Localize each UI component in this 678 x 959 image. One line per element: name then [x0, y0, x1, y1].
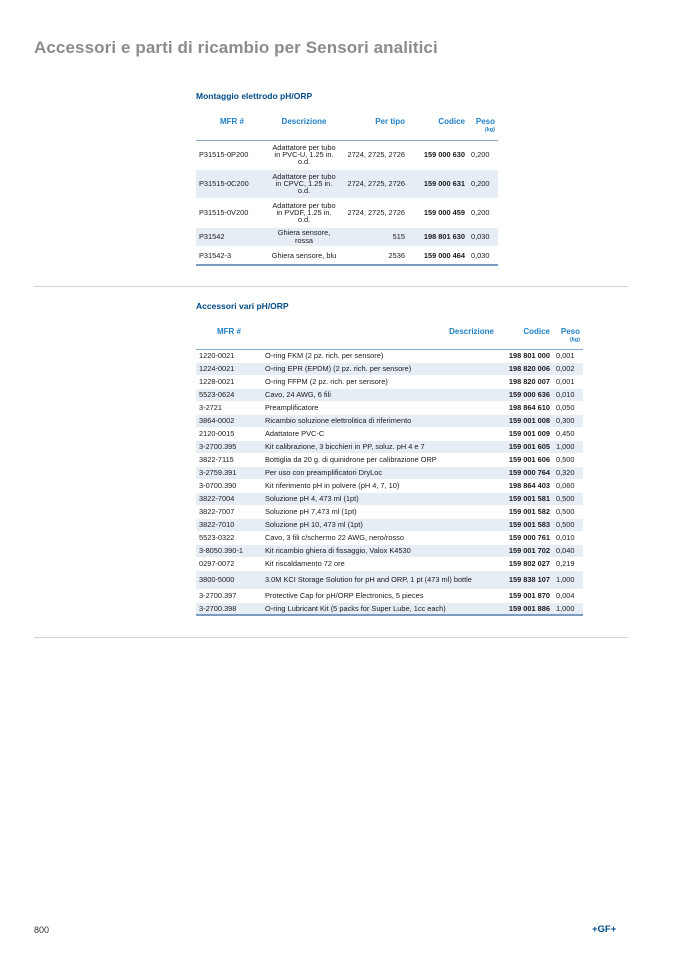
- table-row: [196, 544, 583, 557]
- table-row: [196, 375, 583, 388]
- section-title-montaggio: Montaggio elettrodo pH/ORP: [196, 91, 313, 101]
- cell-mfr: 5523-0624: [196, 388, 262, 401]
- table-row: [196, 531, 583, 544]
- table-row: [196, 453, 583, 466]
- table-row: [196, 227, 498, 246]
- cell-code: 159 001 582: [497, 505, 553, 518]
- cell-weight: 0,040: [553, 544, 583, 557]
- cell-weight: 0,001: [553, 375, 583, 388]
- table-row: [196, 362, 583, 375]
- col-header-code: Codice: [408, 117, 468, 140]
- cell-code: 159 000 459: [408, 198, 468, 227]
- cell-mfr: P31542: [196, 227, 268, 246]
- table-row: [196, 140, 498, 169]
- cell-weight: 0,001: [553, 349, 583, 362]
- cell-weight: 0,200: [468, 169, 498, 198]
- cell-desc: O-ring Lubricant Kit (5 packs for Super Lube, 1cc each): [262, 602, 497, 615]
- cell-desc: Adattatore per tubo in PVDF, 1.25 in. o.d.: [268, 198, 340, 227]
- cell-code: 159 001 583: [497, 518, 553, 531]
- cell-desc: Preamplificatore: [262, 401, 497, 414]
- table-row: [196, 557, 583, 570]
- cell-code: 159 001 605: [497, 440, 553, 453]
- cell-desc: Ghiera sensore, blu: [268, 246, 340, 265]
- cell-code: 159 001 008: [497, 414, 553, 427]
- table-row: [196, 401, 583, 414]
- cell-code: 159 000 631: [408, 169, 468, 198]
- cell-desc: O-ring EPR (EPDM) (2 pz. rich. per sensore): [262, 362, 497, 375]
- table-row: [196, 466, 583, 479]
- cell-desc: Ricambio soluzione elettrolitica di riferimento: [262, 414, 497, 427]
- cell-mfr: 3864-0002: [196, 414, 262, 427]
- table-row: [196, 570, 583, 589]
- cell-weight: 0,030: [468, 246, 498, 265]
- cell-desc: 3.0M KCI Storage Solution for pH and ORP, 1 pt (473 ml) bottle: [262, 570, 497, 589]
- cell-weight: 0,010: [553, 388, 583, 401]
- cell-code: 198 864 403: [497, 479, 553, 492]
- cell-weight: 0,219: [553, 557, 583, 570]
- cell-mfr: 3-2721: [196, 401, 262, 414]
- cell-desc: Bottiglia da 20 g. di quinidrone per calibrazione ORP: [262, 453, 497, 466]
- cell-code: 198 801 000: [497, 349, 553, 362]
- cell-mfr: 3-2700.398: [196, 602, 262, 615]
- cell-desc: Protective Cap for pH/ORP Electronics, 5 pieces: [262, 589, 497, 602]
- col-header-weight: Peso (kg): [553, 327, 583, 349]
- cell-weight: 0,200: [468, 198, 498, 227]
- cell-code: 159 000 764: [497, 466, 553, 479]
- table-row: [196, 198, 498, 227]
- cell-desc: Per uso con preamplificatori DryLoc: [262, 466, 497, 479]
- col-header-desc: Descrizione: [262, 327, 497, 349]
- cell-code: 159 000 761: [497, 531, 553, 544]
- cell-mfr: P31515-0V200: [196, 198, 268, 227]
- cell-mfr: 3-2700.395: [196, 440, 262, 453]
- table-header-row: [196, 327, 583, 349]
- cell-weight: 0,060: [553, 479, 583, 492]
- accessori-table: [196, 327, 583, 616]
- cell-mfr: 1220-0021: [196, 349, 262, 362]
- cell-desc: Ghiera sensore, rossa: [268, 227, 340, 246]
- cell-mfr: 3822-7004: [196, 492, 262, 505]
- cell-code: 159 001 870: [497, 589, 553, 602]
- cell-weight: 1,000: [553, 602, 583, 615]
- cell-mfr: P31542-3: [196, 246, 268, 265]
- cell-code: 198 801 630: [408, 227, 468, 246]
- cell-mfr: 3822-7010: [196, 518, 262, 531]
- table-row: [196, 602, 583, 615]
- cell-tipo: 2724, 2725, 2726: [340, 140, 408, 169]
- cell-mfr: 2120-0015: [196, 427, 262, 440]
- table-row: [196, 427, 583, 440]
- cell-code: 159 000 630: [408, 140, 468, 169]
- divider: [34, 637, 628, 638]
- cell-code: 159 001 886: [497, 602, 553, 615]
- section-title-accessori: Accessori vari pH/ORP: [196, 301, 289, 311]
- cell-weight: 1,000: [553, 570, 583, 589]
- cell-code: 159 001 581: [497, 492, 553, 505]
- page-number: 800: [34, 925, 50, 935]
- cell-weight: 1,000: [553, 440, 583, 453]
- table-row: [196, 246, 498, 265]
- cell-mfr: 1224-0021: [196, 362, 262, 375]
- cell-mfr: 3-2700.397: [196, 589, 262, 602]
- cell-desc: Adattatore per tubo in CPVC, 1.25 in. o.d.: [268, 169, 340, 198]
- cell-tipo: 2724, 2725, 2726: [340, 198, 408, 227]
- cell-code: 159 001 702: [497, 544, 553, 557]
- cell-desc: Soluzione pH 10, 473 ml (1pt): [262, 518, 497, 531]
- cell-tipo: 2536: [340, 246, 408, 265]
- cell-mfr: P31515-0P200: [196, 140, 268, 169]
- cell-weight: 0,500: [553, 518, 583, 531]
- cell-mfr: 3-0700.390: [196, 479, 262, 492]
- cell-code: 159 000 636: [497, 388, 553, 401]
- cell-mfr: 3-8050.390-1: [196, 544, 262, 557]
- cell-weight: 0,320: [553, 466, 583, 479]
- table-header-row: [196, 117, 498, 140]
- cell-code: 198 820 006: [497, 362, 553, 375]
- cell-code: 159 001 009: [497, 427, 553, 440]
- gf-logo: +GF+: [592, 924, 617, 935]
- cell-weight: 0,010: [553, 531, 583, 544]
- table-row: [196, 589, 583, 602]
- cell-desc: Kit riferimento pH in polvere (pH 4, 7, 10): [262, 479, 497, 492]
- cell-weight: 0,050: [553, 401, 583, 414]
- cell-mfr: 3-2759.391: [196, 466, 262, 479]
- cell-desc: Kit ricambio ghiera di fissaggio, Valox K4530: [262, 544, 497, 557]
- cell-desc: Kit riscaldamento 72 ore: [262, 557, 497, 570]
- cell-mfr: 5523-0322: [196, 531, 262, 544]
- cell-code: 159 802 027: [497, 557, 553, 570]
- cell-weight: 0,500: [553, 492, 583, 505]
- cell-desc: O-ring FKM (2 pz. rich. per sensore): [262, 349, 497, 362]
- table-row: [196, 440, 583, 453]
- cell-tipo: 2724, 2725, 2726: [340, 169, 408, 198]
- cell-tipo: 515: [340, 227, 408, 246]
- col-header-code: Codice: [497, 327, 553, 349]
- cell-weight: 0,500: [553, 453, 583, 466]
- cell-weight: 0,450: [553, 427, 583, 440]
- cell-weight: 0,002: [553, 362, 583, 375]
- cell-desc: Adattatore PVC-C: [262, 427, 497, 440]
- divider: [34, 286, 628, 287]
- cell-code: 159 000 464: [408, 246, 468, 265]
- cell-weight: 0,500: [553, 505, 583, 518]
- cell-mfr: P31515-0C200: [196, 169, 268, 198]
- cell-desc: Cavo, 3 fili c/schermo 22 AWG, nero/rosso: [262, 531, 497, 544]
- cell-weight: 0,200: [468, 140, 498, 169]
- cell-mfr: 1228-0021: [196, 375, 262, 388]
- table-row: [196, 414, 583, 427]
- cell-weight: 0,030: [468, 227, 498, 246]
- table-row: [196, 479, 583, 492]
- cell-code: 159 838 107: [497, 570, 553, 589]
- col-header-tipo: Per tipo: [340, 117, 408, 140]
- cell-mfr: 0297-0072: [196, 557, 262, 570]
- cell-desc: Adattatore per tubo in PVC-U, 1.25 in. o.d.: [268, 140, 340, 169]
- cell-desc: Soluzione pH 7,473 ml (1pt): [262, 505, 497, 518]
- cell-code: 198 864 610: [497, 401, 553, 414]
- cell-weight: 0,300: [553, 414, 583, 427]
- cell-desc: Kit calibrazione, 3 bicchieri in PP, soluz. pH 4 e 7: [262, 440, 497, 453]
- cell-weight: 0,004: [553, 589, 583, 602]
- table-row: [196, 388, 583, 401]
- cell-mfr: 3822-7115: [196, 453, 262, 466]
- cell-code: 198 820 007: [497, 375, 553, 388]
- table-row: [196, 349, 583, 362]
- cell-desc: Soluzione pH 4, 473 ml (1pt): [262, 492, 497, 505]
- cell-desc: Cavo, 24 AWG, 6 fili: [262, 388, 497, 401]
- col-header-desc: Descrizione: [268, 117, 340, 140]
- col-header-mfr: MFR #: [196, 327, 262, 349]
- cell-mfr: 3822-7007: [196, 505, 262, 518]
- table-row: [196, 169, 498, 198]
- cell-mfr: 3800-5000: [196, 570, 262, 589]
- montaggio-table: [196, 117, 498, 266]
- table-row: [196, 518, 583, 531]
- col-header-mfr: MFR #: [196, 117, 268, 140]
- table-row: [196, 505, 583, 518]
- col-header-weight: Peso (kg): [468, 117, 498, 140]
- table-row: [196, 492, 583, 505]
- page-title: Accessori e parti di ricambio per Sensori analitici: [34, 38, 438, 57]
- cell-desc: O-ring FFPM (2 pz. rich. per sensore): [262, 375, 497, 388]
- cell-code: 159 001 606: [497, 453, 553, 466]
